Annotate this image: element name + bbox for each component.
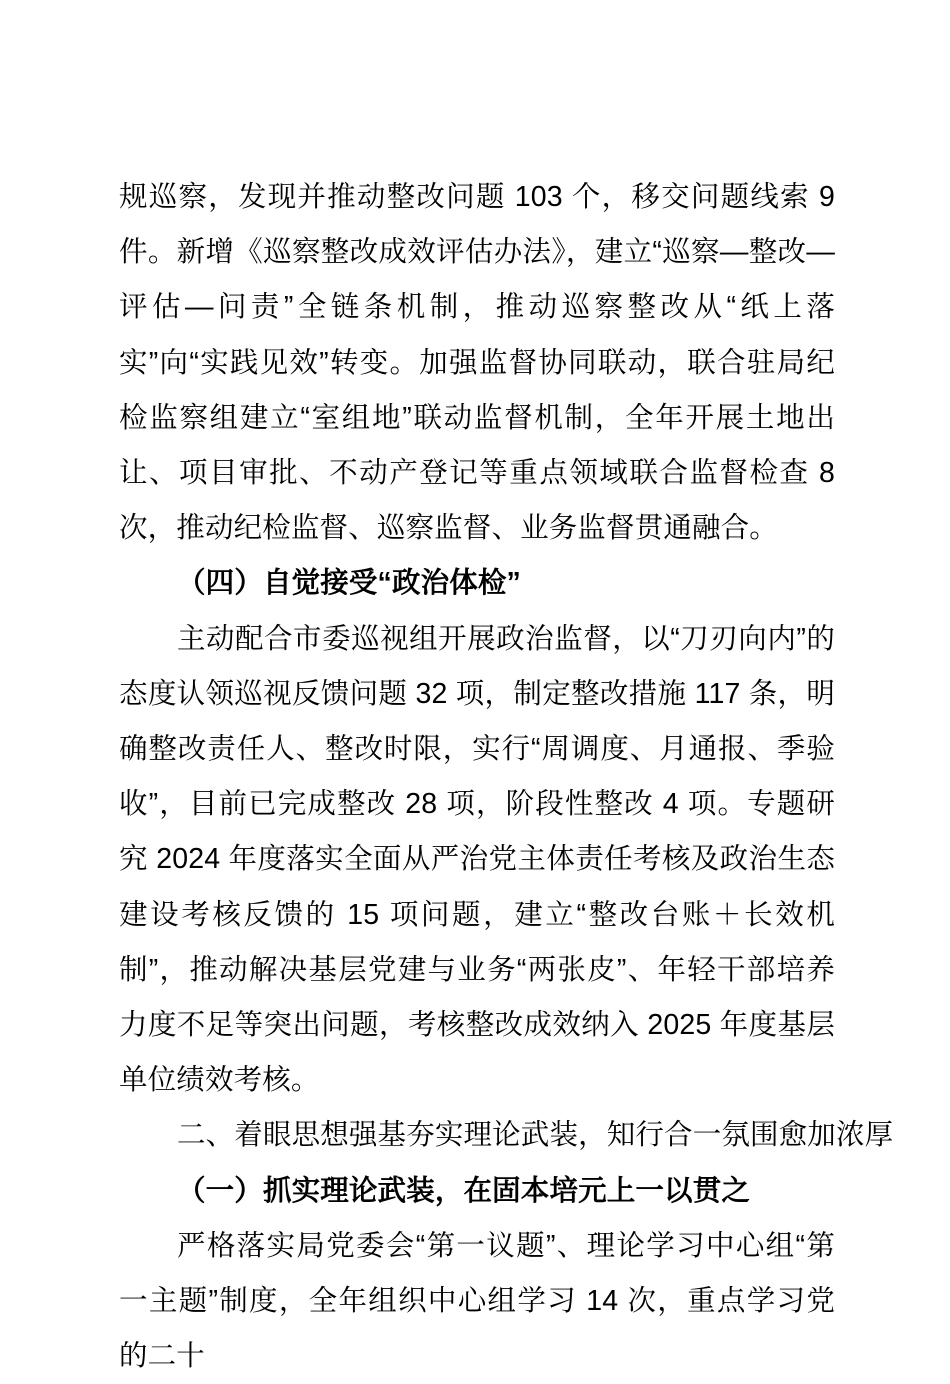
heading-section-four-political-checkup: （四）自觉接受“政治体检” (177, 567, 521, 600)
paragraph-party-committee-first-topic-study: 严格落实局党委会“第一议题”、理论学习中心组“第一主题”制度，全年组织中心组学习 14 次，重点学习党的二十 (119, 1229, 835, 1373)
paragraph-political-supervision-rectification: 主动配合市委巡视组开展政治监督，以“刀刃向内”的态度认领巡视反馈问题 32 项，制定整改措施 117 条，明确整改责任人、整改时限，实行“周调度、月通报、季验收”，目前已完成整改 28 项，阶段性整改 4 项。专题研究 2024 年度落实全面从严治党主体责任考核及政治生态建设考核反馈的 15 项问题，建立“整改台账＋长效机制”，推动解决基层党建与业务“两张皮”、年轻干部培养力度不足等突出问题，考核整改成效纳入 2025 年度基层单位绩效考核。 (119, 622, 835, 1097)
heading-part-two-theoretical-armament: 二、着眼思想强基夯实理论武装，知行合一氛围愈加浓厚 (177, 1119, 894, 1152)
document-text-column (119, 170, 894, 1384)
paragraph-continued-inspection-work: 规巡察，发现并推动整改问题 103 个，移交问题线索 9 件。新增《巡察整改成效评估办法》，建立“巡察—整改—评估—问责”全链条机制，推动巡察整改从“纸上落实”向“实践见效”转变。加强监督协同联动，联合驻局纪检监察组建立“室组地”联动监督机制，全年开展土地出让、项目审批、不动产登记等重点领域联合监督检查 8 次，推动纪检监督、巡察监督、业务监督贯通融合。 (119, 181, 835, 545)
heading-subsection-one-theoretical-armament: （一）抓实理论武装，在固本培元上一以贯之 (177, 1174, 751, 1207)
